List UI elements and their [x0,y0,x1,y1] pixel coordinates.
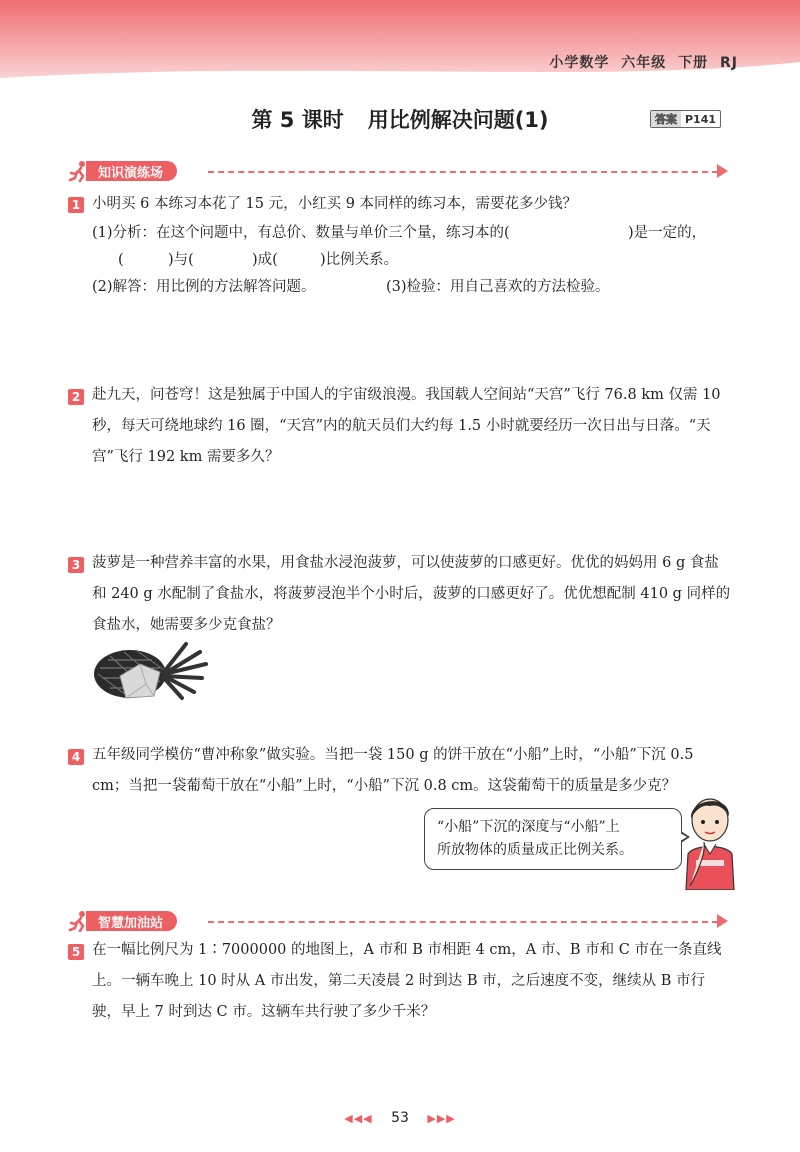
page-footer [0,1110,800,1126]
question-3-text: 菠萝是一种营养丰富的水果，用食盐水浸泡菠萝，可以使菠萝的口感更好。优优的妈妈用 6 g 食盐和 240 g 水配制了食盐水，将菠萝浸泡半个小时后，菠萝的口感更好了。优优想配制 410 g 同样的食盐水，她需要多少克食盐？ [92,555,731,633]
student-avatar-icon [680,790,740,890]
question-number-2: 2 [68,389,84,405]
question-1-text: 小明买 6 本练习本花了 15 元，小红买 9 本同样的练习本，需要花多少钱？ [92,196,578,212]
question-1-blank-b: )与( [168,252,194,268]
arrow-right-icon [717,914,728,928]
question-number-4: 4 [68,749,84,765]
question-1-analysis-b: )是一定的， [628,225,707,241]
answer-page: P141 [685,112,717,126]
hint-speech-bubble [424,808,682,870]
question-number-5: 5 [68,944,84,960]
section-title-challenge: 智慧加油站 [86,911,177,931]
question-number-3: 3 [68,557,84,573]
question-5-text: 在一幅比例尺为 1∶7000000 的地图上，A 市和 B 市相距 4 cm，A 市、B 市和 C 市在一条直线上。一辆车晚上 10 时从 A 市出发，第二天凌晨 2 时到达 B 市，之后速度不变，继续从 B 市行驶，早上 7 时到达 C 市。这辆车共行驶了多少千米？ [92,942,722,1020]
question-1-step-2: (2)解答：用比例的方法解答问题。 [92,279,316,295]
answer-label: 答案 [651,111,681,127]
question-4-text: 五年级同学模仿“曹冲称象”做实验。当把一袋 150 g 的饼干放在“小船”上时，“小船”下沉 0.5 cm；当把一袋葡萄干放在“小船”上时，“小船”下沉 0.8 cm。这袋葡萄干的质量是多少克？ [92,747,694,794]
dashed-divider [208,921,718,923]
header-band [0,0,800,88]
hint-line-1: “小船”下沉的深度与“小船”上 [437,819,620,835]
question-number-1: 1 [68,197,84,213]
question-1-step-3: (3)检验：用自己喜欢的方法检验。 [386,279,610,295]
pineapple-image [90,634,210,704]
question-1-analysis-a: (1)分析：在这个问题中，有总价、数量与单价三个量，练习本的( [92,225,510,241]
grade-info: 小学数学 六年级 下册 RJ [549,55,738,71]
section-header-practice [68,160,728,182]
page-number: 53 [391,1110,409,1126]
previous-arrows-icon: ◀◀◀ [344,1112,373,1125]
dashed-divider [208,171,718,173]
lesson-number: 第 5 课时 [251,108,344,132]
lesson-topic: 用比例解决问题(1) [367,108,549,132]
question-1-blank-c: )成( [252,252,278,268]
question-2-text: 赴九天，问苍穹！这是独属于中国人的宇宙级浪漫。我国载人空间站“天宫”飞行 76.8 km 仅需 10 秒，每天可绕地球约 16 圈，“天宫”内的航天员们大约每 1.5 小时就要经历一次日出与日落。“天宫”飞行 192 km 需要多久？ [92,387,721,465]
next-arrows-icon: ▶▶▶ [427,1112,456,1125]
answer-reference[interactable] [650,110,721,128]
arrow-right-icon [717,164,728,178]
section-header-challenge [68,910,728,932]
section-title-practice: 知识演练场 [86,161,177,181]
question-1-blank-d: )比例关系。 [320,252,399,268]
hint-line-2: 所放物体的质量成正比例关系。 [437,842,633,858]
question-1-blank-a: ( [118,252,124,268]
